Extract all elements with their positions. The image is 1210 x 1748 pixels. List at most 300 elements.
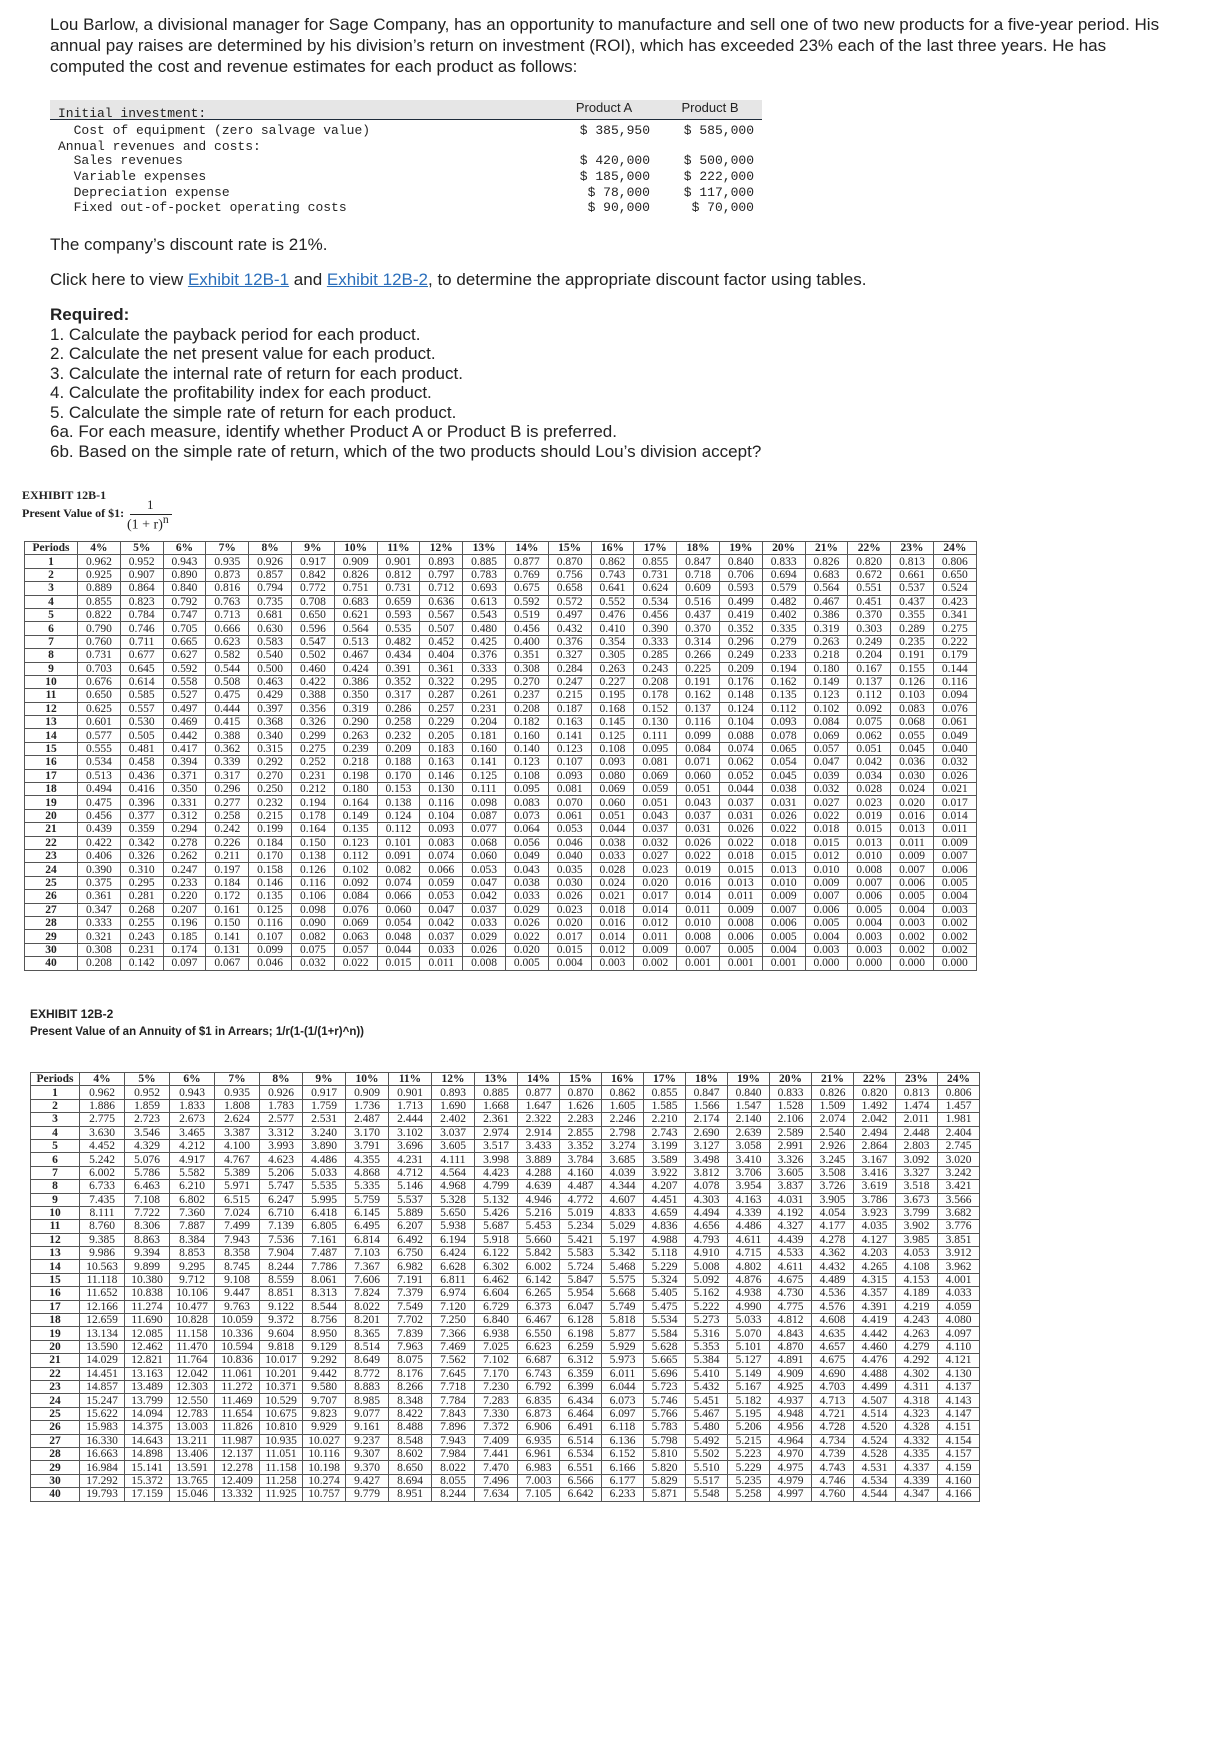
factor-cell: 0.013 [891, 823, 934, 836]
factor-cell: 0.857 [249, 568, 292, 581]
factor-cell: 6.982 [389, 1260, 432, 1273]
factor-cell: 9.385 [80, 1233, 125, 1246]
factor-cell: 13.003 [170, 1421, 215, 1434]
factor-cell: 4.623 [260, 1153, 303, 1166]
factor-cell: 0.093 [548, 769, 591, 782]
factor-cell: 6.495 [346, 1220, 389, 1233]
factor-cell: 0.296 [719, 635, 762, 648]
factor-cell: 0.292 [249, 756, 292, 769]
rate-header: 19% [728, 1073, 770, 1086]
factor-cell: 2.106 [770, 1113, 812, 1126]
factor-cell: 0.138 [377, 796, 420, 809]
factor-cell: 4.487 [560, 1180, 602, 1193]
factor-cell: 0.199 [249, 823, 292, 836]
factor-cell: 6.467 [518, 1314, 560, 1327]
factor-cell: 4.265 [854, 1260, 896, 1273]
factor-cell: 0.480 [463, 622, 506, 635]
factor-cell: 3.498 [686, 1153, 728, 1166]
table-row [31, 1273, 980, 1286]
factor-cell: 5.101 [728, 1340, 770, 1353]
table-row [25, 943, 977, 956]
factor-cell: 0.847 [677, 555, 720, 568]
factor-cell: 0.123 [505, 756, 548, 769]
factor-cell: 0.362 [206, 742, 249, 755]
factor-cell: 0.163 [548, 716, 591, 729]
factor-cell: 3.020 [938, 1153, 980, 1166]
factor-cell: 0.194 [291, 796, 334, 809]
factor-cell: 4.357 [854, 1287, 896, 1300]
factor-cell: 5.877 [602, 1327, 644, 1340]
factor-cell: 0.209 [719, 662, 762, 675]
factor-cell: 0.083 [505, 796, 548, 809]
factor-cell: 9.295 [170, 1260, 215, 1273]
factor-cell: 13.134 [80, 1327, 125, 1340]
factor-cell: 5.995 [303, 1193, 346, 1206]
factor-cell: 0.026 [505, 916, 548, 929]
factor-cell: 7.943 [215, 1233, 260, 1246]
factor-cell: 6.464 [560, 1407, 602, 1420]
factor-cell: 0.286 [377, 702, 420, 715]
factor-cell: 6.814 [346, 1233, 389, 1246]
factor-cell: 5.070 [728, 1327, 770, 1340]
factor-cell: 0.031 [677, 823, 720, 836]
factor-cell: 0.794 [249, 582, 292, 595]
factor-cell: 4.728 [812, 1421, 854, 1434]
factor-cell: 8.348 [389, 1394, 432, 1407]
factor-cell: 0.131 [206, 943, 249, 956]
factor-cell: 9.929 [303, 1421, 346, 1434]
factor-cell: 4.362 [812, 1247, 854, 1260]
factor-cell: 7.024 [215, 1206, 260, 1219]
factor-cell: 0.235 [891, 635, 934, 648]
factor-cell: 5.353 [686, 1340, 728, 1353]
factor-cell: 0.797 [420, 568, 463, 581]
factor-cell: 4.715 [728, 1247, 770, 1260]
factor-cell: 0.049 [933, 729, 976, 742]
rate-header: 13% [475, 1073, 518, 1086]
factor-cell: 0.424 [334, 662, 377, 675]
factor-cell: 14.094 [125, 1407, 170, 1420]
factor-cell: 4.713 [812, 1394, 854, 1407]
factor-cell: 3.605 [432, 1139, 475, 1152]
factor-cell: 0.022 [719, 836, 762, 849]
factor-cell: 0.188 [377, 756, 420, 769]
factor-cell: 0.658 [548, 582, 591, 595]
factor-cell: 4.964 [770, 1434, 812, 1447]
factor-cell: 0.368 [249, 716, 292, 729]
factor-cell: 5.167 [728, 1380, 770, 1393]
factor-cell: 0.053 [548, 823, 591, 836]
factor-cell: 4.212 [170, 1139, 215, 1152]
factor-cell: 0.006 [848, 890, 891, 903]
factor-cell: 6.462 [475, 1273, 518, 1286]
factor-cell: 6.492 [389, 1233, 432, 1246]
factor-cell: 0.094 [933, 689, 976, 702]
factor-cell: 0.452 [420, 635, 463, 648]
table-row [31, 1099, 980, 1112]
factor-cell: 0.067 [206, 957, 249, 970]
factor-cell: 3.851 [938, 1233, 980, 1246]
factor-cell: 5.092 [686, 1273, 728, 1286]
factor-cell: 5.668 [602, 1287, 644, 1300]
factor-cell: 7.562 [432, 1354, 475, 1367]
factor-cell: 5.798 [644, 1434, 686, 1447]
factor-cell: 0.146 [249, 876, 292, 889]
factor-cell: 0.002 [634, 957, 677, 970]
factor-cell: 0.784 [120, 608, 163, 621]
factor-cell: 2.074 [812, 1113, 854, 1126]
factor-cell: 0.422 [291, 675, 334, 688]
factor-cell: 1.736 [346, 1099, 389, 1112]
factor-cell: 4.486 [303, 1153, 346, 1166]
factor-cell: 7.904 [260, 1247, 303, 1260]
period-cell: 4 [25, 595, 78, 608]
factor-cell: 0.068 [891, 716, 934, 729]
factor-cell: 9.372 [260, 1314, 303, 1327]
factor-cell: 7.191 [389, 1273, 432, 1286]
factor-cell: 4.231 [389, 1153, 432, 1166]
factor-cell: 0.006 [891, 876, 934, 889]
factor-cell: 0.396 [120, 796, 163, 809]
factor-cell: 0.077 [463, 823, 506, 836]
factor-cell: 4.611 [728, 1233, 770, 1246]
factor-cell: 0.370 [677, 622, 720, 635]
factor-cell: 0.014 [933, 809, 976, 822]
factor-cell: 0.197 [206, 863, 249, 876]
factor-cell: 0.020 [505, 943, 548, 956]
factor-cell: 4.528 [854, 1447, 896, 1460]
factor-cell: 8.022 [432, 1461, 475, 1474]
factor-cell: 0.659 [377, 595, 420, 608]
factor-cell: 0.694 [762, 568, 805, 581]
formula-exponent: n [162, 513, 169, 526]
cost-row [50, 168, 762, 185]
factor-cell: 1.981 [938, 1113, 980, 1126]
factor-cell: 0.376 [548, 635, 591, 648]
factor-cell: 5.810 [644, 1447, 686, 1460]
factor-cell: 0.308 [505, 662, 548, 675]
factor-cell: 7.499 [215, 1220, 260, 1233]
factor-cell: 5.687 [475, 1220, 518, 1233]
factor-cell: 0.386 [334, 675, 377, 688]
factor-cell: 3.566 [938, 1193, 980, 1206]
factor-cell: 3.326 [770, 1153, 812, 1166]
factor-cell: 0.278 [163, 836, 206, 849]
factor-cell: 0.018 [805, 823, 848, 836]
factor-cell: 0.074 [377, 876, 420, 889]
factor-cell: 0.564 [805, 582, 848, 595]
factor-cell: 6.566 [560, 1474, 602, 1487]
required-heading: Required: [50, 305, 130, 324]
factor-cell: 3.923 [854, 1206, 896, 1219]
factor-cell: 0.567 [420, 608, 463, 621]
factor-cell: 2.690 [686, 1126, 728, 1139]
factor-cell: 0.890 [163, 568, 206, 581]
factor-cell: 10.198 [303, 1461, 346, 1474]
factor-cell: 8.602 [389, 1447, 432, 1460]
factor-cell: 3.240 [303, 1126, 346, 1139]
factor-cell: 4.607 [602, 1193, 644, 1206]
factor-cell: 0.527 [163, 689, 206, 702]
table-row [31, 1247, 980, 1260]
factor-cell: 10.757 [303, 1488, 346, 1501]
factor-cell: 0.275 [291, 742, 334, 755]
factor-cell: 0.047 [463, 876, 506, 889]
factor-cell: 0.494 [78, 783, 121, 796]
factor-cell: 9.580 [303, 1380, 346, 1393]
factor-cell: 10.371 [260, 1380, 303, 1393]
factor-cell: 0.255 [120, 916, 163, 929]
factor-cell: 4.891 [770, 1354, 812, 1367]
factor-cell: 4.203 [854, 1247, 896, 1260]
factor-cell: 9.307 [346, 1447, 389, 1460]
factor-cell: 4.442 [854, 1327, 896, 1340]
period-cell: 24 [25, 863, 78, 876]
factor-cell: 0.713 [206, 608, 249, 621]
factor-cell: 0.404 [420, 649, 463, 662]
factor-cell: 4.767 [215, 1153, 260, 1166]
table-row [31, 1193, 980, 1206]
factor-cell: 4.053 [896, 1247, 938, 1260]
factor-cell: 0.037 [719, 796, 762, 809]
period-cell: 2 [31, 1099, 80, 1112]
factor-cell: 8.694 [389, 1474, 432, 1487]
factor-cell: 4.143 [938, 1394, 980, 1407]
factor-cell: 0.170 [249, 849, 292, 862]
factor-cell: 3.812 [686, 1166, 728, 1179]
factor-cell: 4.937 [770, 1394, 812, 1407]
factor-cell: 6.983 [518, 1461, 560, 1474]
factor-cell: 2.974 [475, 1126, 518, 1139]
required-item: 6a. For each measure, identify whether Product A or Product B is preferred. [50, 422, 617, 441]
factor-cell: 0.107 [548, 756, 591, 769]
factor-cell: 0.167 [848, 662, 891, 675]
period-cell: 9 [31, 1193, 80, 1206]
table-row [31, 1166, 980, 1179]
factor-cell: 0.783 [463, 568, 506, 581]
factor-cell: 0.444 [206, 702, 249, 715]
factor-cell: 0.053 [463, 863, 506, 876]
factor-cell: 0.059 [634, 783, 677, 796]
period-cell: 20 [31, 1340, 80, 1353]
table-row [31, 1126, 980, 1139]
factor-cell: 0.402 [762, 608, 805, 621]
factor-cell: 6.044 [602, 1380, 644, 1393]
factor-cell: 0.112 [848, 689, 891, 702]
factor-cell: 0.386 [805, 608, 848, 621]
factor-cell: 8.649 [346, 1354, 389, 1367]
factor-cell: 0.577 [78, 729, 121, 742]
rate-header: 11% [389, 1073, 432, 1086]
factor-cell: 0.178 [634, 689, 677, 702]
table-row [31, 1394, 980, 1407]
factor-cell: 0.885 [463, 555, 506, 568]
factor-cell: 5.162 [686, 1287, 728, 1300]
factor-cell: 5.149 [728, 1367, 770, 1380]
factor-cell: 0.011 [677, 903, 720, 916]
factor-cell: 0.198 [334, 769, 377, 782]
factor-cell: 5.582 [170, 1166, 215, 1179]
period-cell: 14 [31, 1260, 80, 1273]
factor-cell: 6.166 [602, 1461, 644, 1474]
cost-row [50, 199, 762, 216]
factor-cell: 4.278 [812, 1233, 854, 1246]
factor-cell: 5.842 [518, 1247, 560, 1260]
table-row [25, 783, 977, 796]
factor-cell: 0.023 [634, 863, 677, 876]
period-cell: 26 [25, 890, 78, 903]
factor-cell: 5.118 [644, 1247, 686, 1260]
cost-row-label: Fixed out-of-pocket operating costs [58, 200, 347, 215]
factor-cell: 2.723 [125, 1113, 170, 1126]
factor-cell: 8.384 [170, 1233, 215, 1246]
table-row [31, 1180, 980, 1193]
table-row [31, 1086, 980, 1099]
factor-cell: 9.129 [303, 1340, 346, 1353]
factor-cell: 3.102 [389, 1126, 432, 1139]
factor-cell: 1.713 [389, 1099, 432, 1112]
table-row [31, 1447, 980, 1460]
factor-cell: 7.496 [475, 1474, 518, 1487]
rate-header: 23% [891, 542, 934, 555]
table-row [25, 796, 977, 809]
factor-cell: 4.721 [812, 1407, 854, 1420]
factor-cell: 8.559 [260, 1273, 303, 1286]
factor-cell: 4.419 [854, 1314, 896, 1327]
factor-cell: 9.237 [346, 1434, 389, 1447]
period-cell: 27 [25, 903, 78, 916]
factor-cell: 7.139 [260, 1220, 303, 1233]
table-row [25, 555, 977, 568]
exhibit-12b-2-link[interactable]: Exhibit 12B-2 [326, 270, 428, 289]
factor-cell: 4.460 [854, 1340, 896, 1353]
product-a-value: $ 185,000 [579, 169, 650, 184]
factor-cell: 5.535 [303, 1180, 346, 1193]
factor-cell: 4.979 [770, 1474, 812, 1487]
factor-cell: 0.467 [334, 649, 377, 662]
period-cell: 13 [25, 716, 78, 729]
factor-cell: 0.417 [163, 742, 206, 755]
factor-cell: 2.624 [215, 1113, 260, 1126]
factor-cell: 5.410 [686, 1367, 728, 1380]
factor-cell: 12.303 [170, 1380, 215, 1393]
factor-cell: 4.656 [686, 1220, 728, 1233]
factor-cell: 0.098 [291, 903, 334, 916]
factor-cell: 0.181 [463, 729, 506, 742]
exhibit-12b-2-subtitle: Present Value of an Annuity of $1 in Arrears; 1/r(1-(1/(1+r)^n)) [30, 1026, 365, 1038]
factor-cell: 0.020 [548, 916, 591, 929]
product-b-value: $ 500,000 [683, 153, 754, 168]
factor-cell: 0.040 [933, 742, 976, 755]
factor-cell: 11.051 [260, 1447, 303, 1460]
factor-cell: 0.010 [762, 876, 805, 889]
factor-cell: 10.380 [125, 1273, 170, 1286]
rate-header: 24% [938, 1073, 980, 1086]
period-cell: 18 [25, 783, 78, 796]
exhibit-12b-1-link[interactable]: Exhibit 12B-1 [187, 270, 290, 289]
cost-row-label: Cost of equipment (zero salvage value) [58, 123, 371, 138]
period-cell: 19 [31, 1327, 80, 1340]
factor-cell: 0.458 [120, 756, 163, 769]
period-cell: 15 [25, 742, 78, 755]
formula-denominator [127, 513, 169, 534]
factor-cell: 9.370 [346, 1461, 389, 1474]
factor-cell: 0.037 [634, 823, 677, 836]
factor-cell: 4.288 [518, 1166, 560, 1179]
factor-cell: 8.863 [125, 1233, 170, 1246]
table-row [25, 769, 977, 782]
period-cell: 17 [25, 769, 78, 782]
factor-cell: 0.043 [677, 796, 720, 809]
factor-cell: 0.095 [634, 742, 677, 755]
table-row [31, 1474, 980, 1487]
factor-cell: 0.225 [677, 662, 720, 675]
factor-cell: 0.333 [634, 635, 677, 648]
factor-cell: 9.823 [303, 1407, 346, 1420]
factor-cell: 4.975 [770, 1461, 812, 1474]
factor-cell: 4.564 [432, 1166, 475, 1179]
factor-cell: 0.294 [163, 823, 206, 836]
factor-cell: 0.666 [206, 622, 249, 635]
factor-cell: 0.020 [634, 876, 677, 889]
factor-cell: 0.065 [762, 742, 805, 755]
factor-cell: 0.026 [548, 890, 591, 903]
rate-header: 8% [260, 1073, 303, 1086]
factor-cell: 0.153 [377, 783, 420, 796]
table-row [25, 582, 977, 595]
factor-cell: 4.318 [896, 1394, 938, 1407]
factor-cell: 3.546 [125, 1126, 170, 1139]
factor-cell: 2.042 [854, 1113, 896, 1126]
factor-cell: 0.917 [303, 1086, 346, 1099]
factor-cell: 0.885 [475, 1086, 518, 1099]
table-row [31, 1367, 980, 1380]
factor-cell: 0.080 [591, 769, 634, 782]
factor-cell: 0.456 [78, 809, 121, 822]
factor-cell: 3.092 [896, 1153, 938, 1166]
factor-cell: 7.250 [432, 1314, 475, 1327]
factor-cell: 0.211 [206, 849, 249, 862]
factor-cell: 5.696 [644, 1367, 686, 1380]
table-row [25, 916, 977, 929]
factor-cell: 0.855 [78, 595, 121, 608]
factor-cell: 0.180 [334, 783, 377, 796]
cost-row [50, 122, 762, 139]
factor-cell: 0.081 [634, 756, 677, 769]
factor-cell: 3.589 [644, 1153, 686, 1166]
factor-cell: 0.237 [505, 689, 548, 702]
factor-cell: 0.005 [805, 916, 848, 929]
factor-cell: 4.514 [854, 1407, 896, 1420]
factor-cell: 0.718 [677, 568, 720, 581]
factor-cell: 6.194 [432, 1233, 475, 1246]
factor-cell: 0.299 [291, 729, 334, 742]
factor-cell: 16.330 [80, 1434, 125, 1447]
factor-cell: 3.465 [170, 1126, 215, 1139]
factor-cell: 16.984 [80, 1461, 125, 1474]
rate-header: 10% [346, 1073, 389, 1086]
factor-cell: 0.962 [78, 555, 121, 568]
factor-cell: 0.209 [377, 742, 420, 755]
factor-cell: 0.451 [848, 595, 891, 608]
factor-cell: 4.507 [854, 1394, 896, 1407]
factor-cell: 4.323 [896, 1407, 938, 1420]
factor-cell: 4.659 [644, 1206, 686, 1219]
factor-cell: 0.482 [377, 635, 420, 648]
factor-cell: 5.222 [686, 1300, 728, 1313]
table-row [31, 1220, 980, 1233]
factor-cell: 0.093 [591, 756, 634, 769]
